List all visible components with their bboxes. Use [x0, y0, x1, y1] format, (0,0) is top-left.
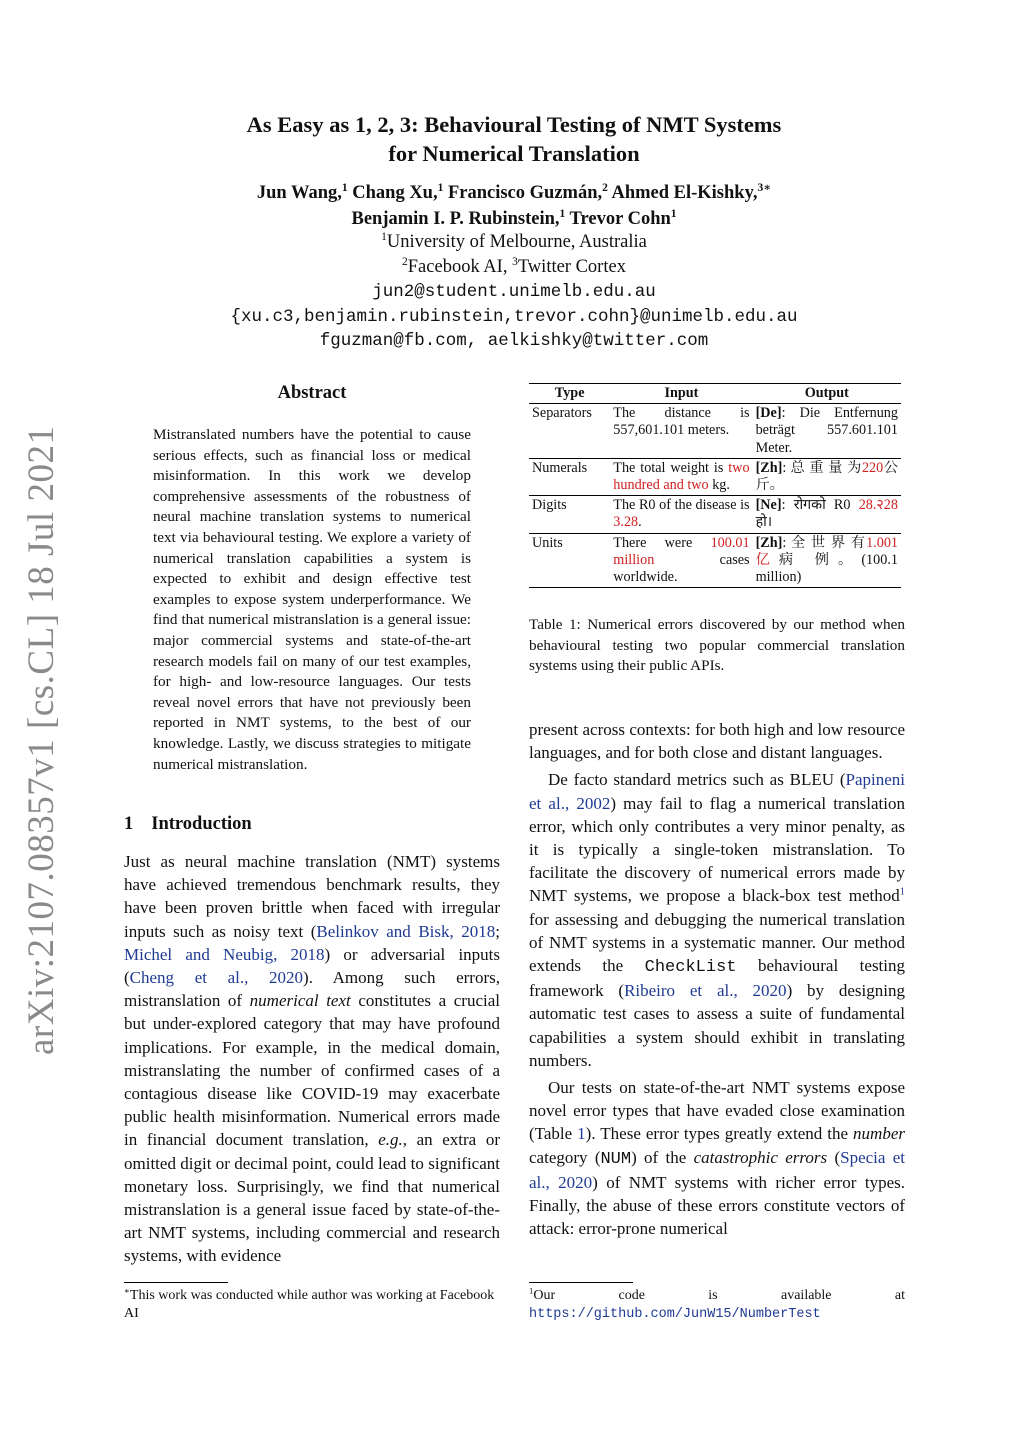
- footnote-mark: 1: [529, 1285, 534, 1296]
- author-affil-mark: 1: [437, 181, 444, 194]
- footnote-link[interactable]: 1: [899, 886, 905, 898]
- language-tag: [Zh]: [755, 534, 783, 551]
- author-name: Francisco Guzmán,: [447, 183, 603, 203]
- table-cell-input: [610, 458, 752, 495]
- section-title: Introduction: [151, 814, 252, 834]
- author-affil-mark: 2: [602, 181, 608, 194]
- body-text: , an extra or omitted digit or decimal point, could lead to significant monetary loss. Surprisingly, we find that numerical mistranslation is a general issue faced by state-of-the-art NMT systems, including commercial and research systems, with evidence: [124, 1130, 500, 1266]
- table-ref-link[interactable]: 1: [577, 1124, 586, 1144]
- footnote-body: This work was conducted while author was working at Facebook AI: [124, 1288, 495, 1321]
- language-tag: [Zh]: [755, 459, 783, 476]
- author-name: Benjamin I. P. Rubinstein,: [351, 209, 560, 229]
- table-cell-type: Digits: [529, 496, 610, 533]
- table-header-cell: Output: [753, 384, 901, 404]
- body-text: (: [827, 1147, 841, 1167]
- body-text: ). Among such errors, mistranslation of: [124, 968, 500, 1011]
- table-row: [529, 458, 901, 495]
- affiliations: [100, 230, 928, 280]
- affiliation-1: [100, 230, 928, 255]
- author-affil-mark: 1: [341, 181, 348, 194]
- code-text: CheckList: [644, 958, 737, 978]
- cell-text: The total weight is: [613, 459, 729, 476]
- arxiv-stamp: arXiv:2107.08357v1 [cs.CL] 18 Jul 2021: [21, 425, 62, 1055]
- intro-left-column: [124, 850, 500, 1268]
- cell-text: : Die Entfernung beträgt 557.601.101 Meter.: [755, 405, 898, 456]
- section-heading-introduction: [124, 814, 252, 835]
- cell-error-text: two hundred and two: [613, 459, 750, 494]
- table-cell-input: [610, 533, 752, 588]
- footnote-rule: [124, 1282, 228, 1283]
- paper-title: [150, 110, 878, 168]
- citation-link[interactable]: Michel and Neubig, 2018: [124, 944, 325, 964]
- author-emails: [100, 280, 928, 354]
- cell-text: There were: [613, 534, 711, 551]
- body-text: behavioural testing framework (: [529, 956, 906, 1001]
- author-list: [100, 180, 928, 232]
- cell-text: : 总 重 量 为: [782, 459, 862, 476]
- body-text: ) may fail to flag a numerical translation error, which only contributes a very minor penalty, as it is typically a single-token mistranslation. To facilitate the discovery of numerical errors made by NMT systems, we propose a black-box test method: [529, 793, 905, 906]
- cell-text: .: [638, 514, 642, 531]
- body-text: ;: [495, 921, 500, 941]
- affil-mark: 3: [512, 255, 518, 268]
- cell-text: kg.: [708, 477, 730, 494]
- language-tag: [De]: [755, 405, 782, 422]
- author-name: Trevor Cohn: [569, 209, 671, 229]
- author-affil-mark: 1: [559, 207, 566, 220]
- citation-link[interactable]: Specia et al., 2020: [529, 1147, 905, 1192]
- cell-text: : रोगको R0: [781, 497, 859, 514]
- table-1-caption: Table 1: Numerical errors discovered by our method when behavioural testing two popular commercial translation systems using their public APIs.: [529, 616, 905, 675]
- emphasis-text: numerical text: [249, 991, 351, 1011]
- author-name: Jun Wang,: [256, 183, 342, 203]
- body-text: Our tests on state-of-the-art NMT systems expose novel error types that have evaded close examination (Table: [529, 1078, 905, 1144]
- authors-line-2: [100, 206, 928, 232]
- body-text: Just as neural machine translation (NMT) systems have achieved tremendous benchmark results, they have been proven brittle when faced with irregular inputs such as noisy text (: [124, 852, 500, 941]
- footnote-text: [529, 1287, 905, 1324]
- table-header-cell: Type: [529, 384, 610, 404]
- cell-text: 公斤。: [755, 459, 898, 494]
- body-text: for assessing and debugging the numerical translation of NMT systems in a systematic manner. Our method extends the: [529, 909, 905, 976]
- footnote-body: Our code is available at: [533, 1288, 905, 1303]
- table-cell-output: [753, 496, 901, 533]
- section-number: 1: [124, 814, 134, 834]
- table-row: [529, 533, 901, 588]
- email-line-1: jun2@student.unimelb.edu.au: [372, 282, 656, 302]
- body-text: ). These error types greatly extend the: [585, 1124, 854, 1144]
- body-text: ) or adversarial inputs (: [124, 944, 501, 988]
- table-cell-output: [753, 533, 901, 588]
- author-name: Chang Xu,: [352, 183, 438, 203]
- table-1: [529, 383, 901, 588]
- footnote-left: [124, 1282, 500, 1323]
- body-text: ) of NMT systems with richer error types. Finally, the abuse of these errors constitute vectors of attack: error-prone numerical: [529, 1172, 905, 1239]
- body-text: category (: [529, 1147, 601, 1167]
- email-line-3: fguzman@fb.com, aelkishky@twitter.com: [319, 331, 709, 351]
- table-row: [529, 496, 901, 533]
- paragraph: [529, 1076, 905, 1240]
- table-header-cell: Input: [610, 384, 752, 404]
- body-text: ) by designing automatic test cases to assess a suite of fundamental capabilities a system should exhibit in translating numbers.: [529, 981, 905, 1070]
- table-cell-input: [610, 496, 752, 533]
- cell-text: : 全 世 界 有: [782, 534, 867, 551]
- emphasis-text: number: [853, 1124, 905, 1144]
- table-cell-output: [753, 404, 901, 459]
- table-cell-input: [610, 404, 752, 459]
- table-cell-type: Numerals: [529, 458, 610, 495]
- authors-line-1: [100, 180, 928, 206]
- table-row: [529, 404, 901, 459]
- footnote-mark: ∗: [124, 1285, 130, 1296]
- paragraph: [529, 768, 905, 1072]
- table-header-row: [529, 384, 901, 404]
- body-text: constitutes a crucial but under-explored category that may have profound implications. For example, in the medical domain, mistranslating the number of confirmed cases of a contagious disease like COVID-19 may exacerbate public health misinformation. Numerical errors made in financial document translation,: [124, 991, 501, 1150]
- body-text: ) of the: [631, 1147, 694, 1167]
- title-line-2: for Numerical Translation: [388, 141, 640, 166]
- code-text: NUM: [600, 1149, 632, 1169]
- affil-mark: 2: [402, 255, 408, 268]
- author-affil-mark: 1: [670, 207, 677, 220]
- citation-link[interactable]: Papineni et al., 2002: [529, 770, 905, 813]
- affil-text: Twitter Cortex: [517, 257, 626, 277]
- cell-text: The distance is 557,601.101 meters.: [613, 405, 750, 439]
- author-affil-mark: 3∗: [757, 181, 772, 194]
- code-repo-link[interactable]: https://github.com/JunW15/NumberTest: [529, 1307, 821, 1322]
- cell-text: हो।: [755, 514, 773, 531]
- body-text: De facto standard metrics such as BLEU (: [548, 770, 846, 790]
- citation-link[interactable]: Belinkov and Bisk, 2018: [316, 921, 496, 941]
- language-tag: [Ne]: [755, 497, 782, 514]
- cell-error-text: 100.01 million: [613, 534, 750, 568]
- email-line-2: {xu.c3,benjamin.rubinstein,trevor.cohn}@unimelb.edu.au: [230, 306, 798, 327]
- table-cell-type: Separators: [529, 404, 610, 459]
- cell-text: 病 例。(100.1 million): [755, 551, 898, 586]
- affil-text: University of Melbourne, Australia: [386, 232, 647, 252]
- cell-text: The R0 of the disease is: [613, 497, 750, 514]
- cell-text: cases worldwide.: [613, 551, 750, 586]
- emphasis-text: catastrophic errors: [693, 1147, 828, 1167]
- abstract-body: Mistranslated numbers have the potential to cause serious effects, such as financial loss or medical misinformation. In this work we develop comprehensive assessments of the robustness of neural machine translation systems to numerical text via behavioural testing. We explore a variety of numerical translation capabilities a system is expected to exhibit and design effective test examples to expose system underperformance. We find that numerical mistranslation is a general issue: major commercial systems and state-of-the-art research models fail on many of our test examples, for high- and low-resource languages. Our tests reveal novel errors that have not previously been reported in NMT systems, to the best of our knowledge. Lastly, we discuss strategies to mitigate numerical mistranslation.: [153, 426, 471, 773]
- title-line-1: As Easy as 1, 2, 3: Behavioural Testing of NMT Systems: [246, 112, 782, 137]
- cell-error-text: 220: [861, 459, 884, 476]
- cell-error-text: 1.001 亿: [755, 534, 898, 568]
- citation-link[interactable]: Cheng et al., 2020: [129, 968, 304, 988]
- table-cell-output: [753, 458, 901, 495]
- affil-mark: 1: [381, 230, 387, 243]
- affiliation-2: [100, 255, 928, 280]
- footnote-rule: [529, 1282, 633, 1283]
- footnote-text: [124, 1287, 500, 1323]
- author-name: Ahmed El-Kishky,: [611, 183, 758, 203]
- table-cell-type: Units: [529, 533, 610, 588]
- affil-text: Facebook AI,: [407, 257, 513, 277]
- emphasis-text: e.g.: [378, 1130, 403, 1150]
- cell-error-text: 3.28: [613, 514, 639, 531]
- paragraph: present across contexts: for both high and low resource languages, and for both close and distant languages.: [529, 720, 905, 763]
- intro-right-column: [529, 718, 905, 1240]
- citation-link[interactable]: Ribeiro et al., 2020: [624, 981, 787, 1001]
- abstract-heading: Abstract: [277, 383, 347, 403]
- cell-error-text: 28.२28: [858, 497, 898, 514]
- footnote-right: [529, 1282, 905, 1324]
